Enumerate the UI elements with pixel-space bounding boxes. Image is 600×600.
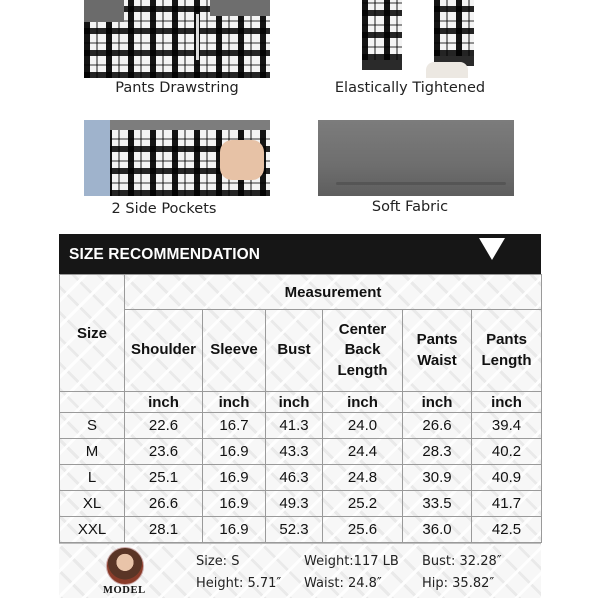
measurement-cell: 16.9 <box>203 517 266 543</box>
measurement-cell: 36.0 <box>403 517 472 543</box>
table-row <box>60 517 542 543</box>
size-recommendation-title: SIZE RECOMMENDATION <box>69 246 261 263</box>
column-header: Sleeve <box>203 310 266 392</box>
size-cell: S <box>60 413 125 439</box>
unit-label: inch <box>125 392 203 413</box>
feature-caption-drawstring: Pants Drawstring <box>115 80 239 96</box>
pocket-photo <box>84 120 270 196</box>
measurement-cell: 16.9 <box>203 439 266 465</box>
size-cell: XL <box>60 491 125 517</box>
measurement-cell: 46.3 <box>266 465 323 491</box>
measurement-cell: 16.7 <box>203 413 266 439</box>
size-table-container <box>59 274 541 543</box>
model-size: Size: S <box>196 554 240 569</box>
unit-label: inch <box>203 392 266 413</box>
model-weight: Weight:117 LB <box>304 554 399 569</box>
size-cell: XXL <box>60 517 125 543</box>
measurement-cell: 26.6 <box>125 491 203 517</box>
table-row <box>60 465 542 491</box>
feature-caption-fabric: Soft Fabric <box>371 199 449 215</box>
measurement-cell: 42.5 <box>472 517 542 543</box>
measurement-cell: 28.1 <box>125 517 203 543</box>
measurement-cell: 22.6 <box>125 413 203 439</box>
measurement-cell: 23.6 <box>125 439 203 465</box>
column-header: Bust <box>266 310 323 392</box>
column-header: Pants Waist <box>403 310 472 392</box>
feature-caption-pockets: 2 Side Pockets <box>111 201 217 217</box>
column-header: Center Back Length <box>323 310 403 392</box>
unit-spacer <box>60 392 125 413</box>
unit-label: inch <box>266 392 323 413</box>
measurement-cell: 52.3 <box>266 517 323 543</box>
size-cell: L <box>60 465 125 491</box>
model-label: MODEL <box>103 585 146 596</box>
measurement-cell: 30.9 <box>403 465 472 491</box>
size-cell: M <box>60 439 125 465</box>
measurement-group-header: Measurement <box>125 275 542 310</box>
column-header: Shoulder <box>125 310 203 392</box>
unit-label: inch <box>472 392 542 413</box>
unit-label: inch <box>323 392 403 413</box>
table-row <box>60 439 542 465</box>
model-hip: Hip: 35.82″ <box>422 576 495 591</box>
measurement-cell: 24.0 <box>323 413 403 439</box>
measurement-cell: 25.2 <box>323 491 403 517</box>
model-waist: Waist: 24.8″ <box>304 576 382 591</box>
table-row <box>60 491 542 517</box>
feature-caption-elastic: Elastically Tightened <box>334 80 486 96</box>
fabric-photo <box>318 120 514 196</box>
size-table <box>59 274 542 543</box>
measurement-cell: 16.9 <box>203 491 266 517</box>
measurement-cell: 41.7 <box>472 491 542 517</box>
model-info <box>59 543 541 598</box>
measurement-cell: 40.9 <box>472 465 542 491</box>
chevron-down-icon <box>479 238 505 260</box>
measurement-cell: 25.1 <box>125 465 203 491</box>
measurement-cell: 41.3 <box>266 413 323 439</box>
size-column-header: Size <box>60 275 125 392</box>
measurement-cell: 24.4 <box>323 439 403 465</box>
measurement-cell: 39.4 <box>472 413 542 439</box>
measurement-cell: 43.3 <box>266 439 323 465</box>
cuff-photo <box>360 0 478 78</box>
measurement-cell: 28.3 <box>403 439 472 465</box>
model-bust: Bust: 32.28″ <box>422 554 502 569</box>
measurement-cell: 16.9 <box>203 465 266 491</box>
size-recommendation-header <box>59 234 541 274</box>
drawstring-photo <box>84 0 270 78</box>
column-header: Pants Length <box>472 310 542 392</box>
model-height: Height: 5.71″ <box>196 576 282 591</box>
unit-label: inch <box>403 392 472 413</box>
measurement-cell: 24.8 <box>323 465 403 491</box>
avatar <box>106 547 144 585</box>
measurement-cell: 40.2 <box>472 439 542 465</box>
measurement-cell: 26.6 <box>403 413 472 439</box>
measurement-cell: 49.3 <box>266 491 323 517</box>
measurement-cell: 33.5 <box>403 491 472 517</box>
table-row <box>60 413 542 439</box>
measurement-cell: 25.6 <box>323 517 403 543</box>
